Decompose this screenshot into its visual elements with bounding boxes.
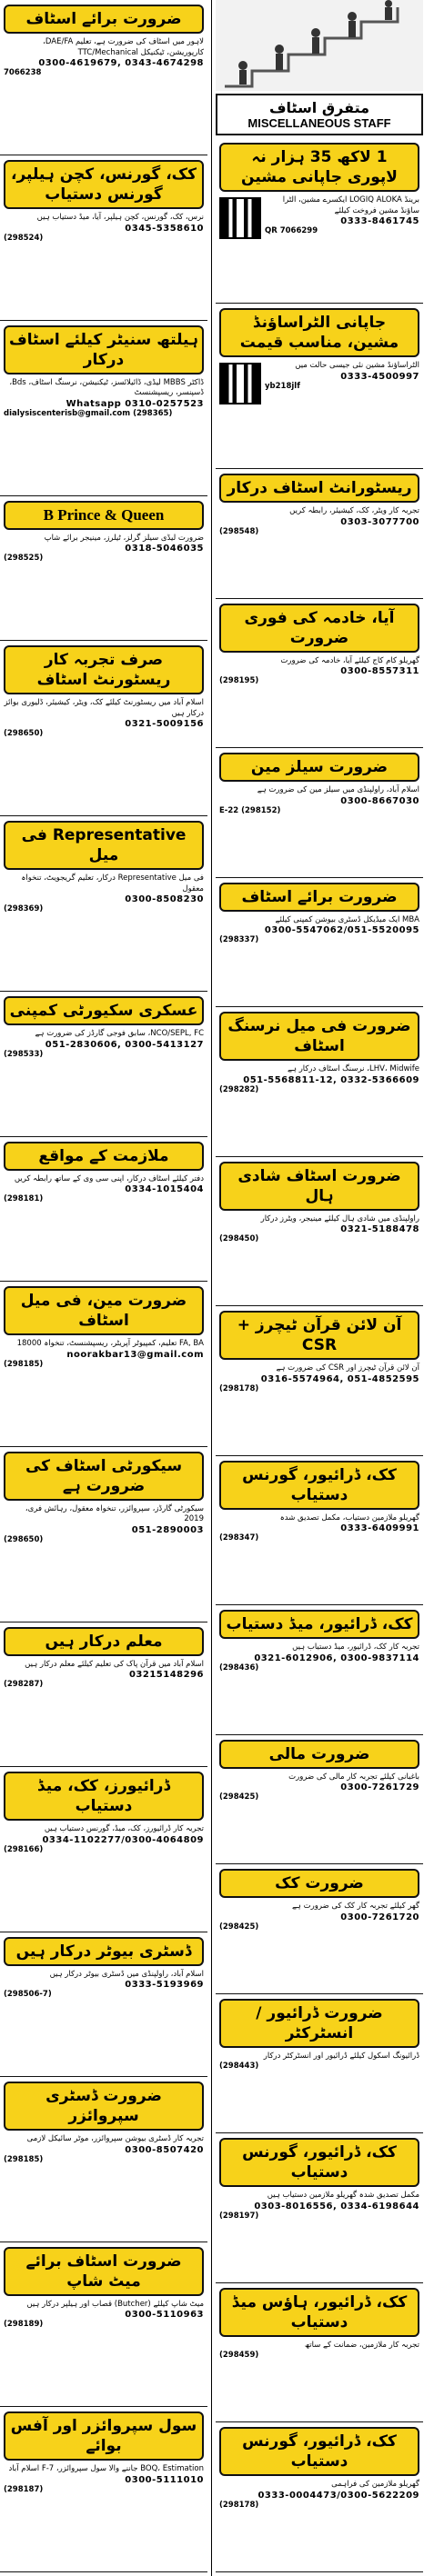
classified-ad	[216, 2283, 423, 2423]
ad-reference-code: (298524)	[4, 233, 44, 243]
ad-reference-code: yb218jlf	[265, 381, 300, 391]
ad-headline: کک، گورنس، کچن ہیلپر، گورنس دستیاب	[4, 160, 204, 209]
ad-reference-code: (298369)	[4, 904, 44, 914]
ad-headline: کک، ڈرائیور، گورنس دستیاب	[219, 2138, 419, 2187]
ad-reference-code: (298189)	[4, 2320, 44, 2329]
ad-headline: سیکورٹی اسٹاف کی ضرورت ہے	[4, 1452, 204, 1501]
classified-ad	[0, 321, 207, 496]
ad-reference-code: (298650)	[4, 729, 44, 738]
ad-body: لاہور میں اسٹاف کی ضرورت ہے، تعلیم DAE/FA، کارپوریشن، ٹیکنیکل TTC/Mechanical	[43, 37, 204, 57]
ad-body: تجربہ کار ویٹر، کک، کیشیئر، رابطہ کریں	[289, 506, 419, 515]
ad-headline: کک، ڈرائیور، گورنس دستیاب	[219, 2427, 419, 2476]
ad-phone: 051-2890003	[131, 1524, 204, 1535]
ad-phone: 0334-1015404	[125, 1184, 204, 1194]
ad-headline: کک، ڈرائیور، گورنس دستیاب	[219, 1461, 419, 1510]
ad-phone: 0321-5009156	[125, 719, 204, 729]
ad-headline: ڈرائیورز، کک، میڈ دستیاب	[4, 1772, 204, 1821]
ad-headline: ضرورت اسٹاف شادی ہال	[219, 1162, 419, 1211]
ad-headline: ضرورت سیلز مین	[219, 753, 419, 782]
ad-body: گھر کیلئے تجربہ کار کک کی ضرورت ہے	[291, 1902, 419, 1911]
ad-body: BOQ، Estimation جاننے والا سول سپروائزر، F-7 اسلام آباد	[8, 2464, 204, 2473]
ad-phone: 03215148296	[128, 1670, 204, 1680]
ad-headline: ضرورت فی میل نرسنگ اسٹاف	[219, 1012, 419, 1061]
ad-reference-code: (298548)	[219, 526, 259, 536]
ad-reference-code: (298195)	[219, 676, 259, 685]
ad-headline: معلم درکار ہیں	[4, 1627, 204, 1656]
ad-phone: Whatsapp 0310-0257523	[66, 398, 204, 409]
ad-body: الٹراساؤنڈ مشین نئی جیسی حالت میں	[295, 361, 419, 370]
classified-ad	[0, 0, 207, 155]
ad-headline: آیا، خادمہ کی فوری ضرورت	[219, 604, 419, 653]
ad-reference-code: E-22 (298152)	[219, 805, 281, 815]
section-title-english: MISCELLANEOUS STAFF	[247, 116, 391, 130]
ad-body: تجربہ کار کک، ڈرائیور، میڈ دستیاب ہیں	[292, 1642, 419, 1652]
ad-reference-code: 7066238	[4, 68, 42, 77]
ad-phone: 0300-8507420	[125, 2144, 204, 2155]
ad-phone: 0333-6409991	[340, 1523, 419, 1533]
ad-phone: 0321-6012906, 0300-9837114	[254, 1652, 419, 1663]
ad-phone: 0321-5188478	[340, 1224, 419, 1234]
classified-ad	[216, 469, 423, 599]
section-title-urdu: متفرق اسٹاف	[268, 99, 370, 116]
ad-body: ڈرائیونگ اسکول کیلئے ڈرائیور اور انسٹرکٹر درکار	[263, 2051, 419, 2061]
ad-body: دفتر کیلئے اسٹاف درکار، اپنی سی وی کے ساتھ رابطہ کریں	[14, 1173, 204, 1183]
classified-ad	[216, 1864, 423, 1994]
ad-reference-code: (298337)	[219, 935, 259, 944]
ad-phone: 0334-1102277/0300-4064809	[42, 1834, 204, 1845]
classified-ad	[0, 1282, 207, 1447]
masthead-illustration	[216, 0, 423, 91]
ad-reference-code: (298425)	[219, 1792, 259, 1802]
ad-body: باغبانی کیلئے تجربہ کار مالی کی ضرورت	[288, 1772, 419, 1782]
ad-body: تجربہ کار ملازمین، ضمانت کے ساتھ	[304, 2340, 419, 2350]
ad-reference-code: (298650)	[4, 1534, 44, 1544]
classified-ad	[0, 1932, 207, 2078]
ad-headline: ضرورت مالی	[219, 1740, 419, 1769]
ad-phone: 051-5568811-12, 0332-5366609	[243, 1074, 419, 1085]
ad-headline: صرف تجربہ کار ریسٹورنٹ اسٹاف	[4, 645, 204, 694]
ad-phone: 0345-5358610	[125, 223, 204, 234]
ad-reference-code: (298197)	[219, 2211, 259, 2221]
classified-ad	[216, 2422, 423, 2572]
ad-headline: کک، ڈرائیور، میڈ دستیاب	[219, 1610, 419, 1639]
ad-phone: 0333-4500997	[340, 371, 419, 382]
qr-code-icon	[219, 363, 261, 404]
ad-reference-code: (298525)	[4, 554, 44, 563]
classified-ad	[216, 1456, 423, 1606]
ad-body: اسلام آباد، راولپنڈی میں ڈسٹری بیوٹر درکار ہیں	[49, 1969, 204, 1979]
ad-headline: ضرورت برائے اسٹاف	[219, 883, 419, 912]
ad-headline: عسکری سکیورٹی کمپنی	[4, 996, 204, 1025]
ad-reference-code: (298436)	[219, 1662, 259, 1672]
ad-reference-code: (298178)	[219, 2500, 259, 2510]
classified-ad	[0, 1767, 207, 1932]
right-column	[216, 0, 423, 2572]
ad-headline: آن لائن قرآن ٹیچرز + CSR	[219, 1311, 419, 1360]
ad-headline: ضرورت ڈرائیور / انسٹرکٹر	[219, 1999, 419, 2048]
classified-ad	[216, 1157, 423, 1307]
staircase-people-icon	[216, 0, 423, 91]
ad-phone: 0303-3077700	[340, 516, 419, 527]
ad-body: فی میل Representative درکار، تعلیم گریجویٹ، تنخواہ معقول	[21, 874, 204, 894]
ad-body: آن لائن قرآن ٹیچرز اور CSR کی ضرورت ہے	[276, 1363, 419, 1373]
classified-ad	[216, 1306, 423, 1456]
qr-code-icon	[219, 197, 261, 239]
ad-reference-code: (298506-7)	[4, 1990, 52, 1999]
ad-body: تجربہ کار ڈسٹری بیوشن سپروائزر، موٹر سائیکل لازمی	[26, 2134, 204, 2143]
ad-reference-code: (298185)	[4, 1359, 44, 1369]
ad-body: ضرورت لیڈی سیلز گرلز، ٹیلرز، مینیجر برائے شاپ	[44, 533, 204, 543]
ad-reference-code: (298166)	[4, 1844, 44, 1854]
ad-body: گھریلو ملازمین دستیاب، مکمل تصدیق شدہ	[279, 1513, 419, 1523]
classified-ad	[0, 155, 207, 321]
classified-ad	[216, 2133, 423, 2283]
ad-body: LHV، Midwife، نرسنگ اسٹاف درکار ہے	[288, 1064, 419, 1073]
ad-body: نرس، کک، گورنس، کچن ہیلپر، آیا، میڈ دستیاب ہیں	[36, 213, 204, 222]
classified-ad	[216, 1605, 423, 1735]
left-column	[0, 0, 207, 2572]
classified-ad	[0, 2407, 207, 2572]
ad-headline: سول سپروائزر اور آفس بوائے	[4, 2411, 204, 2461]
ad-reference-code: (298178)	[219, 1383, 259, 1393]
ad-headline: ضرورت مین، فی میل اسٹاف	[4, 1286, 204, 1335]
ad-reference-code: (298533)	[4, 1049, 44, 1059]
classified-ad	[216, 878, 423, 1008]
ad-reference-code: (298185)	[4, 2154, 44, 2164]
classified-ad	[0, 1622, 207, 1768]
ad-phone: 0300-7261729	[340, 1782, 419, 1792]
classified-ad	[216, 1007, 423, 1157]
ad-reference-code: dialysiscenterisb@gmail.com (298365)	[4, 408, 173, 418]
ad-phone: 0300-7261720	[340, 1912, 419, 1922]
ad-body: گھریلو ملازمین کی فراہمی	[331, 2480, 419, 2489]
classified-ad	[216, 304, 423, 469]
ad-headline: ہیلتھ سنیٹر کیلئے اسٹاف درکار	[4, 325, 204, 374]
ad-phone: 0333-0004473/0300-5622209	[257, 2490, 419, 2501]
ad-body: اسلام آباد میں ریسٹورنٹ کیلئے کک، ویٹر، کیشیئر، ڈلیوری بوائز درکار ہیں	[4, 698, 204, 718]
classified-ad	[0, 496, 207, 642]
ad-reference-code: (298287)	[4, 1680, 44, 1689]
column-divider	[211, 0, 212, 2576]
ad-phone: 0300-5110963	[125, 2310, 204, 2320]
classified-ad	[216, 599, 423, 749]
ad-body: اسلام آباد میں قرآن پاک کی تعلیم کیلئے معلم درکار ہیں	[25, 1659, 204, 1669]
ad-body: سیکورٹی گارڈز، سپروائزر، تنخواہ معقول، رہائش فری، 2019	[25, 1503, 204, 1523]
section-title	[216, 94, 423, 135]
ad-headline: ریسٹورانٹ اسٹاف درکار	[219, 474, 419, 503]
ad-body: NCO/SEPL, FC، سابق فوجی گارڈز کی ضرورت ہے	[35, 1029, 204, 1038]
ad-reference-code: (298282)	[219, 1084, 259, 1094]
ad-body: گھریلو کام کاج کیلئے آیا، خادمہ کی ضرورت	[280, 655, 419, 665]
ad-headline: جاپانی الٹراساؤنڈ مشین، مناسب قیمت	[219, 308, 419, 357]
ad-phone: 0333-5193969	[125, 1980, 204, 1990]
ad-body: MBA ایک میڈیکل ڈسٹری بیوشن کمپنی کیلئے	[275, 914, 419, 924]
ad-reference-code: (298187)	[4, 2484, 44, 2494]
ad-headline: ضرورت کک	[219, 1869, 419, 1898]
ad-reference-code: (298450)	[219, 1234, 259, 1243]
ad-headline: B Prince & Queen	[4, 501, 204, 530]
ad-body: تجربہ کار ڈرائیورز، کک، میڈ، گورنس دستیاب ہیں	[44, 1824, 204, 1833]
ad-phone: 0300-5547062/051-5520095	[264, 925, 419, 935]
ad-body: اسلام آباد، راولپنڈی میں سیلز مین کی ضرورت ہے	[257, 785, 419, 794]
ad-body: برینڈ LOGIQ ALOKA ایکسرے مشین، الٹرا ساؤنڈ مشین فروخت کیلئے	[282, 195, 419, 215]
ad-body: میٹ شاپ کیلئے (Butcher) قصاب اور ہیلپر درکار ہیں	[26, 2299, 204, 2309]
ad-headline: ڈسٹری بیوٹر درکار ہیں	[4, 1937, 204, 1966]
classified-ad	[0, 992, 207, 1137]
ad-headline: ضرورت اسٹاف برائے میٹ شاپ	[4, 2247, 204, 2296]
classified-ad	[0, 641, 207, 816]
ad-reference-code: QR 7066299	[265, 226, 318, 235]
ad-phone: 0300-8667030	[340, 795, 419, 806]
ad-headline: ملازمت کے مواقع	[4, 1142, 204, 1171]
classified-ad	[0, 1137, 207, 1283]
ad-phone: 0300-4619679, 0343-4674298	[38, 58, 204, 68]
classified-ad	[0, 2242, 207, 2408]
classified-ad	[0, 1447, 207, 1622]
ad-reference-code: (298347)	[219, 1533, 259, 1543]
ad-reference-code: (298459)	[219, 2351, 259, 2360]
ad-reference-code: (298181)	[4, 1194, 44, 1203]
classified-ad	[216, 748, 423, 878]
ad-reference-code: (298425)	[219, 1922, 259, 1932]
ad-headline: کک، ڈرائیور، ہاؤس میڈ دستیاب	[219, 2288, 419, 2337]
ad-headline: 1 لاکھ 35 ہزار نہ لاپوری جاپانی مشین	[219, 143, 419, 192]
ad-body: راولپنڈی میں شادی ہال کیلئے مینیجر، ویٹرز درکار	[260, 1213, 419, 1223]
classified-ad	[216, 1735, 423, 1865]
ad-phone: 051-2830606, 0300-5413127	[45, 1039, 204, 1050]
classified-ad	[216, 1994, 423, 2134]
ad-phone: 0303-8016556, 0334-6198644	[254, 2201, 419, 2212]
ad-body: FA, BA تعلیم، کمپیوٹر آپریٹر، ریسپشنسٹ، تنخواہ 18000	[16, 1339, 204, 1348]
ad-phone: 0333-8461745	[340, 216, 419, 226]
classified-ad	[216, 138, 423, 304]
ad-phone: 0300-8508230	[125, 894, 204, 904]
ad-body: ڈاکٹر MBBS لیڈی، ڈائیلائسز، ٹیکنیشن، نرسنگ اسٹاف، Bds، ڈسپنسر، ریسپشنسٹ	[9, 377, 204, 397]
classified-ad	[0, 816, 207, 992]
classified-ad	[0, 2077, 207, 2242]
ad-phone: noorakbar13@gmail.com	[66, 1349, 204, 1360]
ad-phone: 0300-8557311	[340, 666, 419, 676]
ad-phone: 0316-5574964, 051-4852595	[260, 1373, 419, 1384]
ad-headline: ضرورت ڈسٹری سپروائزر	[4, 2082, 204, 2131]
ad-body: مکمل تصدیق شدہ گھریلو ملازمین دستیاب ہیں	[267, 2191, 419, 2200]
ad-phone: 0318-5046035	[125, 544, 204, 554]
ad-headline: Representative فی میل	[4, 821, 204, 870]
ad-headline: ضرورت برائے اسٹاف	[4, 5, 204, 34]
ad-reference-code: (298443)	[219, 2062, 259, 2071]
ad-phone: 0300-5111010	[125, 2474, 204, 2485]
